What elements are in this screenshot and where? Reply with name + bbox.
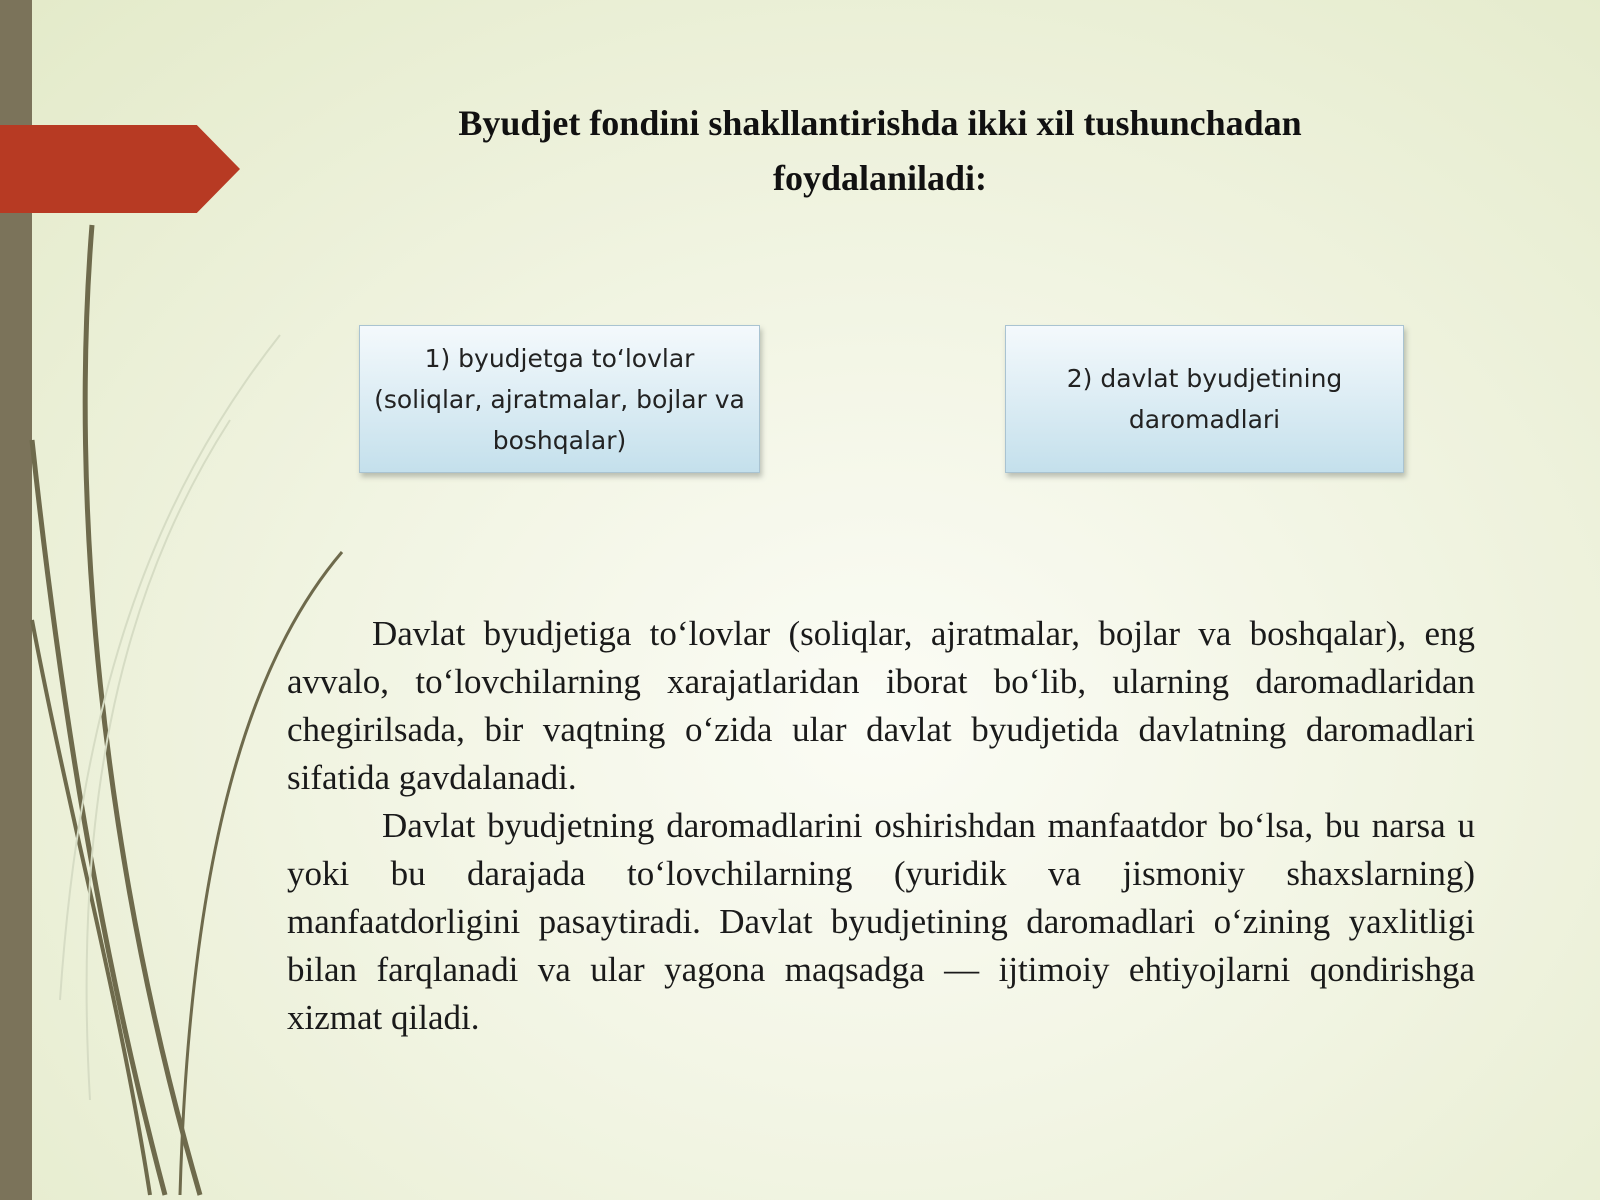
concept-box-1-label: 1) byudjetga to‘lovlar (soliqlar, ajratmalar, bojlar va boshqalar) <box>374 343 745 455</box>
curve-line-2 <box>32 440 165 1195</box>
slide-title: Byudjet fondini shakllantirishda ikki xil tushunchadan foydalaniladi: <box>458 103 1302 198</box>
concept-box-budget-revenues <box>1005 325 1404 473</box>
concept-box-2-label: 2) davlat byudjetining daromadlari <box>1066 364 1343 434</box>
red-arrow-shape <box>0 125 240 213</box>
concept-box-budget-payments <box>359 325 760 473</box>
paragraph-2: Davlat byudjetning daromadlarini oshirishdan manfaatdor bo‘lsa, bu narsa u yoki bu darajada to‘lovchilarning (yuridik va jismoniy shaxslarning) manfaatdorligini pasaytiradi. Davlat byudjetining daromadlari o‘zining yaxlitligi bilan farqlanadi va ular yagona maqsadga — ijtimoiy ehtiyojlarni qondirishga xizmat qiladi. <box>287 806 1475 1037</box>
body-text <box>287 610 1475 1042</box>
paragraph-1: Davlat byudjetiga to‘lovlar (soliqlar, ajratmalar, bojlar va boshqalar), eng avvalo, to‘lovchilarning xarajatlaridan iborat bo‘lib, ularning daromadlaridan chegirilsada, bir vaqtning o‘zida ular davlat byudjetida davlatning daromadlari sifatida gavdalanadi. <box>287 614 1475 797</box>
